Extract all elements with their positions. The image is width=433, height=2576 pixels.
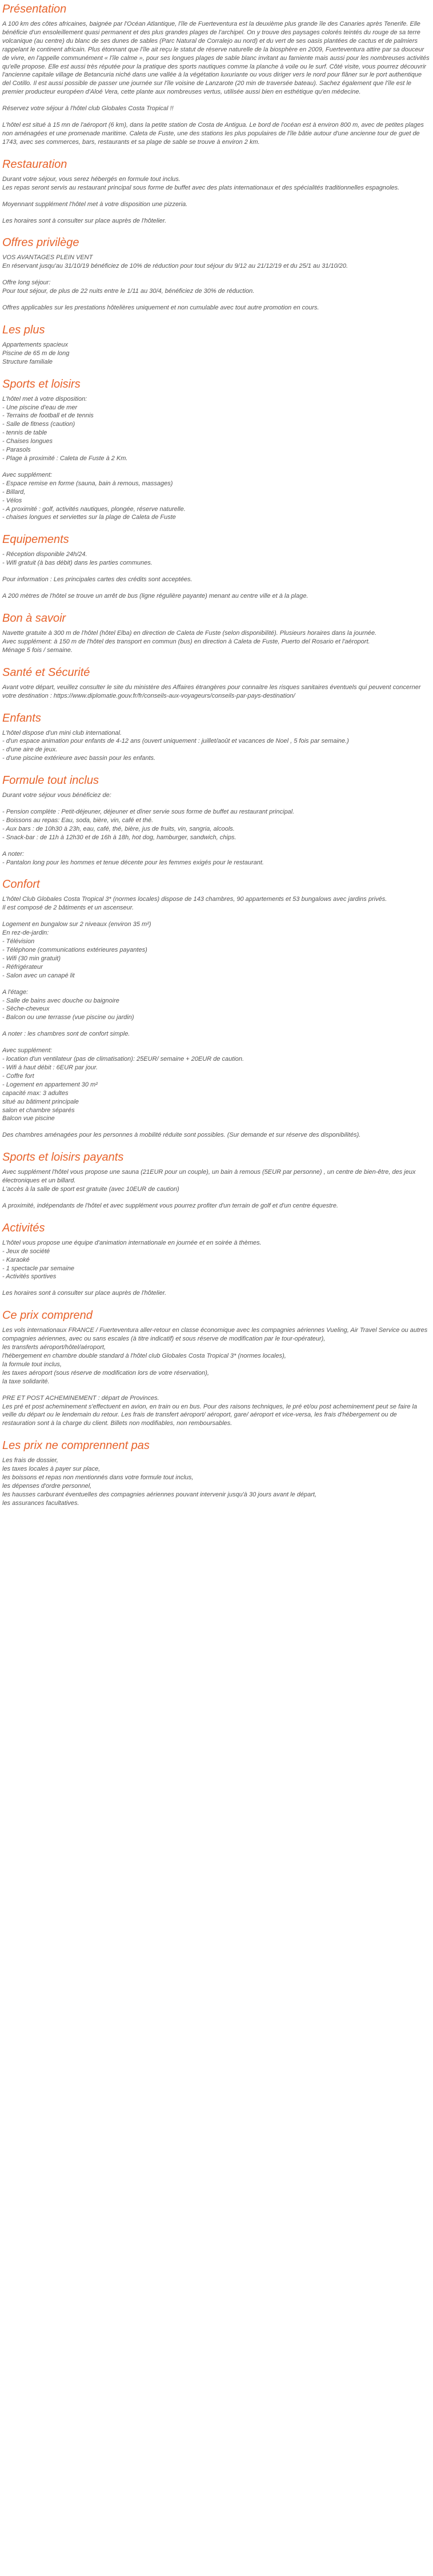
paragraph: A proximité, indépendants de l'hôtel et avec supplément vous pourrez profiter d'un terrain de golf et d'un centre équestre.: [2, 1202, 339, 1209]
section-offres-privilege: [2, 235, 431, 312]
paragraph: Les horaires sont à consulter sur place auprès de l'hôtelier.: [2, 1290, 167, 1297]
paragraph: A noter : les chambres sont de confort simple.: [2, 1031, 130, 1038]
section-sports-loisirs: [2, 377, 431, 522]
paragraph: L'hôtel dispose d'un mini club international. - d'un espace animation pour enfants de 4-12 ans (ouvert uniquement : juillet/août et vacances de Noel , 5 fois par semaine.) - d'une aire de jeux. - d'une piscine extérieure avec bassin pour les enfants.: [2, 729, 349, 762]
paragraph: Logement en bungalow sur 2 niveaux (environ 35 m²) En rez-de-jardin: - Télévision - Téléphone (communications extérieures payantes) - Wifi (30 min gratuit) - Réfrigérateur - Salon avec un canapé lit: [2, 921, 151, 979]
section-formule-tout-inclus: [2, 773, 431, 867]
section-enfants: [2, 711, 431, 763]
paragraph: L'hôtel met à votre disposition: - Une piscine d'eau de mer - Terrains de football et de tennis - Salle de fitness (caution) - tennis de table - Chaises longues - Parasols - Plage à proximité : Caleta de Fuste à 2 Km.: [2, 395, 128, 462]
paragraph: Pour information : Les principales cartes des crédits sont acceptées.: [2, 576, 193, 583]
paragraph: Les horaires sont à consulter sur place auprès de l'hôtelier.: [2, 217, 167, 224]
paragraph: Navette gratuite à 300 m de l'hôtel (hôtel Elba) en direction de Caleta de Fuste (selon disponibilité). Plusieurs horaires dans la journée. Avec supplément: à 150 m de l'hôtel des transport en commun (bus) en direction à Caleta de Fuste, Puerto del Rosario et l'aéroport. Ménage 5 fois / semaine.: [2, 629, 377, 654]
paragraph: - Réception disponible 24h/24. - Wifi gratuit (à bas débit) dans les parties communes.: [2, 551, 153, 567]
section-title: Offres privilège: [2, 236, 79, 249]
paragraph: A noter: - Pantalon long pour les hommes et tenue décente pour les femmes exigés pour le restaurant.: [2, 850, 264, 866]
paragraph: Durant votre séjour, vous serez hébergés en formule tout inclus. Les repas seront servis au restaurant principal sous forme de buffet avec des plats internationaux et des spécialités traditionnelles espagnoles.: [2, 175, 400, 191]
section-title: Ce prix comprend: [2, 1309, 93, 1322]
section-title: Confort: [2, 878, 40, 891]
paragraph: L'hôtel vous propose une équipe d'animation internationale en journée et en soirée à thèmes. - Jeux de société - Karaoké - 1 spectacle par semaine - Activités sportives: [2, 1239, 262, 1281]
section-title: Sports et loisirs: [2, 377, 81, 391]
paragraph: Offres applicables sur les prestations hôtelières uniquement et non cumulable avec tout autre promotion en cours.: [2, 304, 319, 312]
section-sante-securite: [2, 665, 431, 701]
paragraph: Avec supplément: - location d'un ventilateur (pas de climatisation): 25EUR/ semaine + 20EUR de caution. - Wifi à haut débit : 6EUR par jour. - Coffre fort - Logement en appartement 30 m² capacité max: 3 adultes situé au bâtiment principale salon et chambre séparés Balcon vue piscine: [2, 1047, 244, 1122]
paragraph: A 100 km des côtes africaines, baignée par l'Océan Atlantique, l'île de Fuerteventura est la deuxième plus grande île des Canaries après Tenerife. Elle bénéficie d'un ensoleillement quasi permanent et des plus grandes plages de l'archipel. On y trouve des paysages colorés teintés du rouge de sa terre volcanique (au centre) du blanc de ses dunes de sables (Parc Natural de Corralejo au nord) et du vert de ses oasis plantées de cactus et de palmiers rappelant le continent africain. Plus étonnant que l'île ait reçu le statut de réserve naturelle de la biosphère en 2009, Fuerteventura attire par sa douceur de vivre, en l'appelle communément « l'île calme », pour ses longues plages de sable blanc invitant au farniente mais aussi pour les nombreuses activités qu'elle propose. Elle est aussi très réputée pour la pratique des sports nautiques comme la planche à voile ou le surf. Côté visite, vous pourrez découvrir l'ancienne capitale village de Betancuria niché dans une vallée à la végétation luxuriante ou vous diriger vers le nord pour flâner sur le port authentique del Cotillo. Il est aussi possible de passer une journée sur l'île voisine de Lanzarote (20 min de traversée bateau). Sachez également que l'île est le premier producteur européen d'Aloé Vera, cette plante aux nombreuses vertus, utilisée aussi bien en esthétique qu'en médecine.: [2, 21, 430, 96]
paragraph: Les vols internationaux FRANCE / Fuerteventura aller-retour en classe économique avec les compagnies aériennes Vueling, Air Travel Service ou autres compagnies aériennes, avec ou sans escales (à titre indicatif) et sous réserve de modification par le tour-opérateur), les transferts aéroport/hôtel/aéroport, l'hébergement en chambre double standard à l'hôtel club Globales Costa Tropical 3* (normes locales), la formule tout inclus, les taxes aéroport (sous réserve de modification lors de votre réservation), la taxe solidarité.: [2, 1327, 428, 1385]
paragraph: Offre long séjour: Pour tout séjour, de plus de 22 nuits entre le 1/11 au 30/4, bénéficiez de 30% de réduction.: [2, 279, 255, 295]
section-prix-ne-comprennent-pas: [2, 1438, 431, 1507]
section-presentation: [2, 2, 431, 147]
paragraph: VOS AVANTAGES PLEIN VENT En réservant jusqu'au 31/10/19 bénéficiez de 10% de réduction pour tout séjour du 9/12 au 21/12/19 et du 25/1 au 31/10/20.: [2, 254, 348, 270]
section-equipements: [2, 532, 431, 601]
paragraph: L'hôtel Club Globales Costa Tropical 3* (normes locales) dispose de 143 chambres, 90 appartements et 53 bungalows avec jardins privés. Il est composé de 2 bâtiments et un ascenseur.: [2, 896, 387, 912]
paragraph: Des chambres aménagées pour les personnes à mobilité réduite sont possibles. (Sur demande et sur réserve des disponibilités).: [2, 1132, 361, 1139]
section-bon-a-savoir: [2, 611, 431, 655]
section-confort: [2, 877, 431, 1140]
section-title: Activités: [2, 1221, 45, 1234]
section-activites: [2, 1221, 431, 1298]
paragraph: Avant votre départ, veuillez consulter le site du ministère des Affaires étrangères pour connaitre les risques sanitaires éventuels qui peuvent concerner votre destination : https://www.diplomatie.gouv.fr/fr/conseils-aux-voyageurs/conseils-par-pays-destination/: [2, 683, 421, 699]
section-restauration: [2, 157, 431, 226]
section-sports-loisirs-payants: [2, 1150, 431, 1210]
paragraph: Appartements spacieux Piscine de 65 m de long Structure familiale: [2, 341, 70, 365]
paragraph: A l'étage: - Salle de bains avec douche ou baignoire - Sèche-cheveux - Balcon ou une terrasse (vue piscine ou jardin): [2, 988, 134, 1021]
paragraph: Les frais de dossier, les taxes locales à payer sur place, les boissons et repas non mentionnés dans votre formule tout inclus, les dépenses d'ordre personnel, les hausses carburant éventuelles des compagnies aériennes pouvant intervenir jusqu'à 30 jours avant le départ, les assurances facultatives.: [2, 1457, 316, 1507]
section-title: Bon à savoir: [2, 611, 66, 625]
section-les-plus: [2, 323, 431, 367]
section-title: Enfants: [2, 711, 41, 724]
section-ce-prix-comprend: [2, 1308, 431, 1428]
section-title: Equipements: [2, 533, 69, 546]
paragraph: - Pension complète : Petit-déjeuner, déjeuner et dîner servie sous forme de buffet au restaurant principal. - Boissons au repas: Eau, soda, bière, vin, café et thé. - Aux bars : de 10h30 à 23h, eau, café, thé, bière, jus de fruits, vin, sangria, alcools. - Snack-bar : de 11h à 12h30 et de 16h à 18h, hot dog, hamburger, sandwich, chips.: [2, 808, 295, 841]
paragraph: Avec supplément l'hôtel vous propose une sauna (21EUR pour un couple), un bain à remous (5EUR par personne) , un centre de bien-être, des jeux électroniques et un billard. L'accès à la salle de sport est gratuite (avec 10EUR de caution): [2, 1169, 416, 1193]
section-title: Formule tout inclus: [2, 774, 99, 787]
paragraph: PRE ET POST ACHEMINEMENT : départ de Provinces. Les pré et post acheminement s'effectuent en avion, en train ou en bus. Pour des raisons techniques, le pré et/ou post acheminement peut se faire la veille du départ ou le lendemain du retour. Les frais de transfert aéroport/ aéroport, gare/ aéroport et vice-versa, les frais d'hébergement ou de restauration sont à la charge du client. Billets non modifiables, non remboursables.: [2, 1394, 418, 1427]
paragraph: Réservez votre séjour à l'hôtel club Globales Costa Tropical !!: [2, 105, 174, 112]
section-title: Les prix ne comprennent pas: [2, 1439, 150, 1452]
section-title: Restauration: [2, 158, 67, 171]
section-title: Santé et Sécurité: [2, 666, 90, 679]
paragraph: L'hôtel est situé à 15 mn de l'aéroport (6 km), dans la petite station de Costa de Antigua. Le bord de l'océan est à environ 800 m, avec de petites plages non aménagées et une promenade maritime. Caleta de Fuste, une des stations les plus populaires de l'île bâtie autour d'une ancienne tour de guet de 1743, avec ses commerces, bars, restaurants et sa plage de sable se trouve à environ 2 km.: [2, 122, 424, 146]
section-title: Présentation: [2, 3, 67, 15]
paragraph: Avec supplément: - Espace remise en forme (sauna, bain à remous, massages) - Billard, - Vélos - A proximité : golf, activités nautiques, plongée, réserve naturelle. - chaises longues et serviettes sur la plage de Caleta de Fuste: [2, 471, 186, 521]
section-title: Les plus: [2, 323, 45, 336]
paragraph: Durant votre séjour vous bénéficiez de:: [2, 792, 111, 799]
paragraph: Moyennant supplément l'hôtel met à votre disposition une pizzeria.: [2, 200, 188, 208]
section-title: Sports et loisirs payants: [2, 1151, 124, 1164]
paragraph: A 200 mètres de l'hôtel se trouve un arrêt de bus (ligne régulière payante) menant au centre ville et à la plage.: [2, 593, 308, 600]
